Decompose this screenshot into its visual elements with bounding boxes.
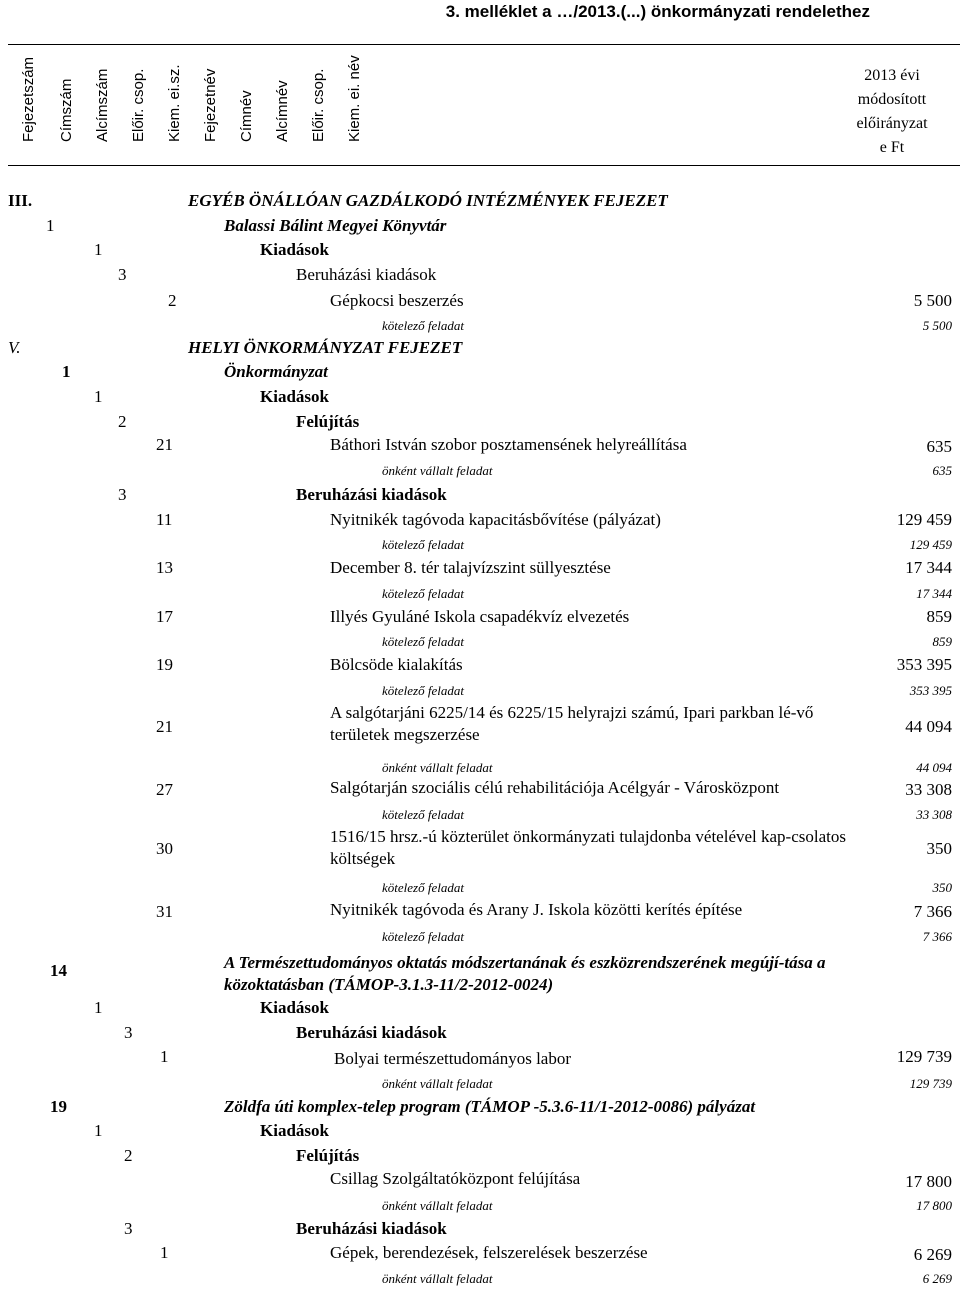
table-row: 1 Gépek, berendezések, felszerelések beszerzése 6 269	[160, 1243, 952, 1264]
table-row: 3 Beruházási kiadások	[124, 1023, 447, 1042]
table-row-note: kötelező feladat 5 500	[382, 318, 952, 333]
table-row: 30 1516/15 hrsz.-ú közterület önkormányzati tulajdonba vételével kap-csolatos költségek 350	[156, 827, 952, 868]
column-header: Előir. csop.	[310, 68, 327, 142]
table-row: 3 Beruházási kiadások	[118, 265, 437, 284]
table-row: 1 Balassi Bálint Megyei Könyvtár	[46, 216, 447, 235]
table-row-note: kötelező feladat 17 344	[382, 586, 952, 601]
table-row: 27 Salgótarján szociális célú rehabilitációja Acélgyár - Városközpont 33 308	[156, 778, 952, 799]
table-row-note: kötelező feladat 859	[382, 634, 952, 649]
column-header: Fejezetnév	[202, 68, 219, 142]
table-row: 2 Felújítás	[124, 1146, 360, 1165]
page-title: 3. melléklet a …/2013.(...) önkormányzati rendelethez	[445, 2, 870, 21]
table-row-note: önként vállalt feladat 17 800	[382, 1198, 952, 1213]
table-row: 13 December 8. tér talajvízszint süllyesztése 17 344	[156, 558, 952, 577]
table-row: 1 Önkormányzat	[62, 362, 328, 381]
table-row: 1 Kiadások	[94, 240, 329, 259]
table-row: 17 Illyés Gyuláné Iskola csapadékvíz elvezetés 859	[156, 607, 952, 626]
table-row-note: önként vállalt feladat 44 094	[382, 760, 952, 775]
amount-column-header: 2013 évi módosított előirányzat e Ft	[856, 67, 928, 156]
column-header: Címnév	[238, 90, 255, 142]
table-row-note: kötelező feladat 129 459	[382, 537, 952, 552]
table-row: 3 Beruházási kiadások	[118, 485, 447, 504]
table-row: 31 Nyitnikék tagóvoda és Arany J. Iskola közötti kerítés építése 7 366	[156, 900, 952, 921]
table-row: 1 Kiadások	[94, 387, 329, 406]
table-row: 19 Zöldfa úti komplex-telep program (TÁMOP -5.3.6-11/1-2012-0086) pályázat	[50, 1097, 756, 1116]
table-row-note: kötelező feladat 7 366	[382, 929, 952, 944]
table-row: 2 Felújítás	[118, 412, 360, 431]
header-top-rule	[8, 44, 960, 45]
table-row: 21 Báthori István szobor posztamensének helyreállítása 635	[156, 435, 952, 456]
column-header: Előir. csop.	[130, 68, 147, 142]
table-row: 11 Nyitnikék tagóvoda kapacitásbővítése (pályázat) 129 459	[156, 510, 952, 529]
header-bottom-rule	[8, 165, 960, 166]
table-header	[8, 46, 960, 164]
table-row-note: önként vállalt feladat 129 739	[382, 1076, 952, 1091]
table-row: III. EGYÉB ÖNÁLLÓAN GAZDÁLKODÓ INTÉZMÉNYEK FEJEZET	[8, 191, 668, 210]
table-row: 2 Gépkocsi beszerzés 5 500	[168, 291, 952, 310]
table-row: 21 A salgótarjáni 6225/14 és 6225/15 helyrajzi számú, Ipari parkban lé-vő területek megszerzése 44 094	[156, 703, 952, 744]
table-row: 14 A Természettudományos oktatás módszertanának és eszközrendszerének megújí-tása a közoktatásban (TÁMOP-3.1.3-11/2-2012-0024)	[50, 953, 826, 994]
table-row: 3 Beruházási kiadások	[124, 1219, 447, 1238]
table-row-note: kötelező feladat 33 308	[382, 807, 952, 822]
table-row: 1 Kiadások	[94, 998, 329, 1017]
table-row: 1 Kiadások	[94, 1121, 329, 1140]
column-header: Alcímszám	[94, 68, 111, 142]
table-row: 1 Bolyai természettudományos labor 129 739	[160, 1047, 952, 1068]
table-row: 19 Bölcsöde kialakítás 353 395	[156, 655, 952, 674]
table-row-note: önként vállalt feladat 635	[382, 463, 952, 478]
column-header: Fejezetszám	[20, 56, 37, 142]
table-row-note: önként vállalt feladat 6 269	[382, 1271, 952, 1286]
table-row-note: kötelező feladat 353 395	[382, 683, 952, 698]
table-row: Csillag Szolgáltatóközpont felújítása 17 800	[330, 1169, 952, 1191]
column-header: Kiem. ei.sz.	[166, 64, 183, 142]
column-header: Alcímnév	[274, 80, 291, 142]
table-row: V. HELYI ÖNKORMÁNYZAT FEJEZET	[8, 338, 463, 357]
column-header: Címszám	[58, 78, 75, 142]
column-header: Kiem. ei. név	[346, 55, 363, 142]
table-row-note: kötelező feladat 350	[382, 880, 952, 895]
